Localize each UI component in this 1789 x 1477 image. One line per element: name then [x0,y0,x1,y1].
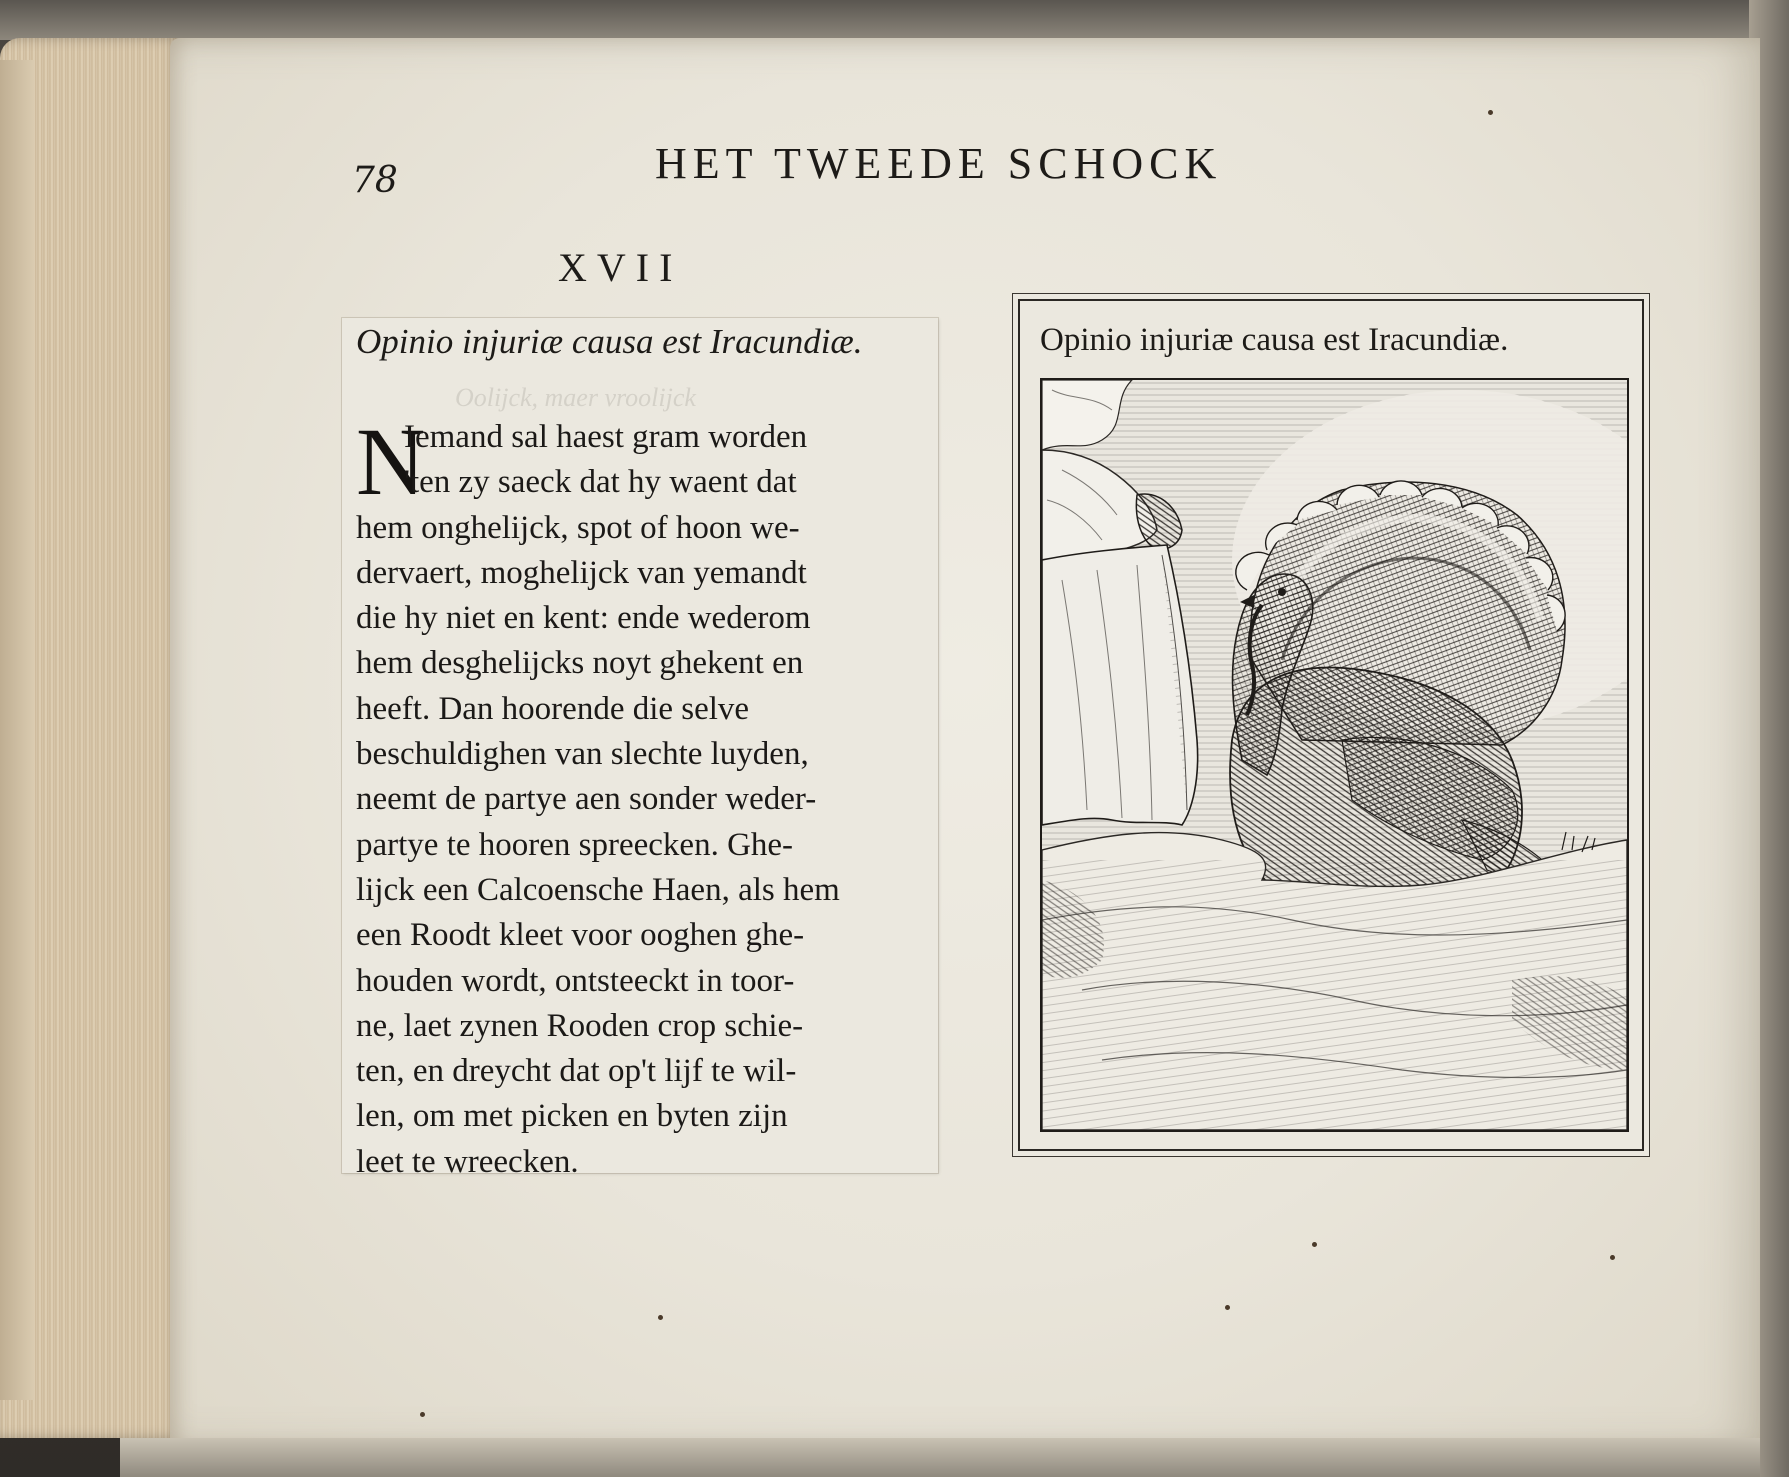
body-line: ne, laet zynen Rooden crop schie- [356,1007,804,1044]
turkey-engraving [1042,380,1627,1130]
body-line: leet te wreecken. [356,1143,579,1180]
drop-cap: N [356,408,426,515]
paper-speck [1610,1255,1615,1260]
body-line: beschuldighen van slechte luyden, [356,736,809,773]
book-cover-top-edge [0,0,1789,40]
page-stack-outer-edge [0,60,34,1400]
emblem-engraving [1040,378,1629,1132]
body-line: len, om met picken en byten zijn [356,1098,788,1135]
text-motto: Opinio injuriæ causa est Iracundiæ. [356,322,863,361]
body-line: houden wordt, ontsteeckt in toor- [356,962,795,999]
body-line: een Roodt kleet voor ooghen ghe- [356,917,805,954]
paper-speck [420,1412,425,1417]
body-line: dervaert, moghelijck van yemandt [356,554,807,591]
body-line: partye te hooren spreecken. Ghe- [356,826,794,863]
emblem-numeral: XVII [558,245,683,290]
body-line: hem onghelijck, spot of hoon we- [356,509,800,546]
body-text [356,408,936,1185]
body-line: heeft. Dan hoorende die selve [356,690,750,727]
emblem-motto: Opinio injuriæ causa est Iracundiæ. [1040,322,1509,358]
page-bottom-edge [120,1438,1760,1477]
body-line: lijck een Calcoensche Haen, als hem [356,871,840,908]
paper-speck [658,1315,663,1320]
show-through-text: Oolijck, maer vroolijck [455,383,696,412]
running-head: HET TWEEDE SCHOCK [655,139,1223,188]
body-line: 'ten zy saeck dat hy waent dat [404,464,797,501]
body-line: die hy niet en kent: ende wederom [356,600,811,637]
paper-speck [1488,110,1493,115]
body-line: Iemand sal haest gram worden [404,419,808,455]
paper-speck [1225,1305,1230,1310]
body-line: neemt de partye aen sonder weder- [356,781,817,818]
body-line: ten, en dreycht dat op't lijf te wil- [356,1053,797,1090]
body-line: hem desghelijcks noyt ghekent en [356,645,804,682]
paper-speck [1312,1242,1317,1247]
page-number: 78 [352,160,398,201]
